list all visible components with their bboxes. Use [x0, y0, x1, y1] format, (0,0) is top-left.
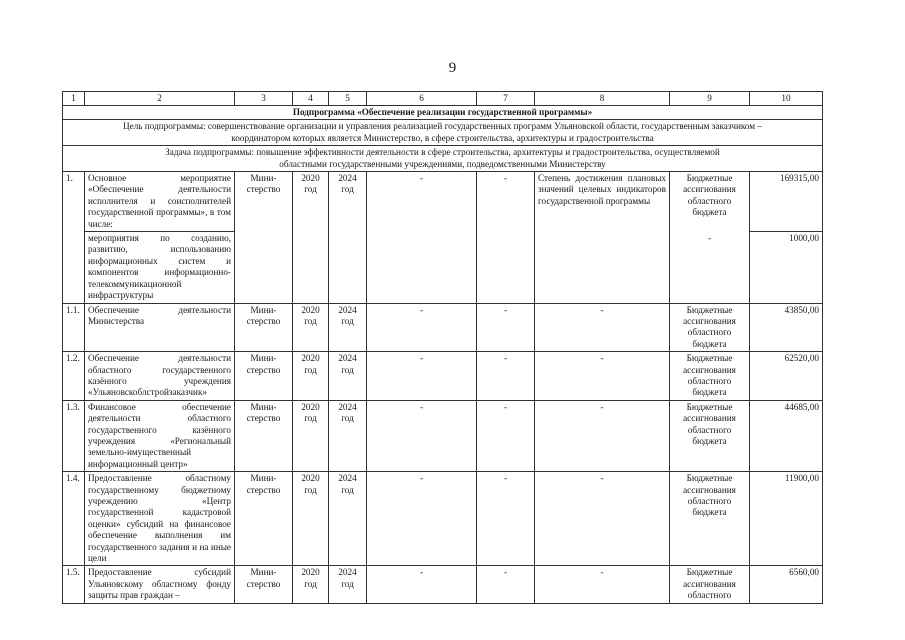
event-source: Бюджетные ассигнования областного бюджета	[670, 303, 750, 352]
column-number: 10	[750, 92, 823, 106]
event-end: 2024 год	[329, 352, 367, 401]
goal-row	[63, 120, 823, 146]
event-executor: Мини-стерство	[235, 566, 293, 603]
event-name: Предоставление субсидий Ульяновскому областному фонду защиты прав граждан –	[85, 566, 235, 603]
column-number: 5	[329, 92, 367, 106]
column-number: 6	[367, 92, 477, 106]
column-number: 1	[63, 92, 85, 106]
column-number-row	[63, 92, 823, 106]
event-col6: -	[367, 566, 477, 603]
event-sub-amount: 1000,00	[750, 232, 823, 303]
event-start: 2020 год	[293, 352, 329, 401]
event-executor: Мини-стерство	[235, 352, 293, 401]
table-row	[63, 400, 823, 471]
event-indicator: Степень достижения плановых значений целевых индикаторов государственной программы	[535, 172, 670, 303]
subprogram-table	[62, 91, 823, 604]
event-name: Предоставление областному государственному бюджетному учреждению «Центр государственной кадастровой оценки» субсидий на финансовое обеспечение выполнения им государственного задания и на иные цели	[85, 472, 235, 566]
event-executor: Мини-стерство	[235, 472, 293, 566]
event-end: 2024 год	[329, 566, 367, 603]
row-number: 1.1.	[63, 303, 85, 352]
event-amount: 169315,00	[750, 172, 823, 232]
row-number: 1.2.	[63, 352, 85, 401]
column-number: 8	[535, 92, 670, 106]
event-col7: -	[477, 472, 535, 566]
event-indicator: -	[535, 352, 670, 401]
event-name: Обеспечение деятельности Министерства	[85, 303, 235, 352]
event-col6: -	[367, 172, 477, 303]
event-indicator: -	[535, 472, 670, 566]
event-sub-source: -	[670, 232, 750, 303]
event-col6: -	[367, 352, 477, 401]
event-amount: 43850,00	[750, 303, 823, 352]
event-indicator: -	[535, 400, 670, 471]
event-name: Обеспечение деятельности областного государственного казённого учреждения «Ульяновскоблстройзаказчик»	[85, 352, 235, 401]
row-number: 1.	[63, 172, 85, 303]
event-start: 2020 год	[293, 400, 329, 471]
event-executor: Мини-стерство	[235, 303, 293, 352]
event-source: Бюджетные ассигнования областного бюджета	[670, 172, 750, 232]
column-number: 9	[670, 92, 750, 106]
event-indicator: -	[535, 566, 670, 603]
event-executor: Мини-стерство	[235, 400, 293, 471]
event-source: Бюджетные ассигнования областного	[670, 566, 750, 603]
event-amount: 62520,00	[750, 352, 823, 401]
event-col7: -	[477, 400, 535, 471]
event-indicator: -	[535, 303, 670, 352]
table-row	[63, 172, 823, 232]
row-number: 1.3.	[63, 400, 85, 471]
subprogram-title-row	[63, 106, 823, 120]
event-col7: -	[477, 566, 535, 603]
event-col7: -	[477, 172, 535, 303]
column-number: 4	[293, 92, 329, 106]
table-row	[63, 472, 823, 566]
event-amount: 11900,00	[750, 472, 823, 566]
event-start: 2020 год	[293, 172, 329, 303]
event-sub-name: мероприятия по созданию, развитию, использованию информационных систем и компонентов информационно-телекоммуникационной инфраструктуры	[85, 232, 235, 303]
task-row	[63, 146, 823, 172]
table-row	[63, 566, 823, 603]
row-number: 1.5.	[63, 566, 85, 603]
event-source: Бюджетные ассигнования областного бюджета	[670, 352, 750, 401]
event-col6: -	[367, 400, 477, 471]
column-number: 2	[85, 92, 235, 106]
table-row	[63, 352, 823, 401]
event-col7: -	[477, 303, 535, 352]
event-start: 2020 год	[293, 303, 329, 352]
column-number: 7	[477, 92, 535, 106]
event-amount: 6560,00	[750, 566, 823, 603]
subprogram-title: Подпрограмма «Обеспечение реализации государственной программы»	[63, 106, 823, 120]
event-end: 2024 год	[329, 303, 367, 352]
event-col6: -	[367, 303, 477, 352]
row-number: 1.4.	[63, 472, 85, 566]
page-number: 9	[448, 60, 457, 76]
event-end: 2024 год	[329, 472, 367, 566]
event-name: Финансовое обеспечение деятельности областного государственного казённого учреждения «Региональный земельно-имущественный информационный центр»	[85, 400, 235, 471]
event-col6: -	[367, 472, 477, 566]
event-source: Бюджетные ассигнования областного бюджета	[670, 472, 750, 566]
event-end: 2024 год	[329, 172, 367, 303]
subprogram-task: Задача подпрограммы: повышение эффективности деятельности в сфере строительства, архитектуры и градостроительства, осуществляемой областными государственными учреждениями, подведомственными Министерству	[63, 146, 823, 172]
event-end: 2024 год	[329, 400, 367, 471]
table-row	[63, 303, 823, 352]
subprogram-goal: Цель подпрограммы: совершенствование организации и управления реализацией государственных программ Ульяновской области, государственным заказчиком – координатором которых является Министерство, в сфере строительства, архитектуры и градостроительства	[63, 120, 823, 146]
event-amount: 44685,00	[750, 400, 823, 471]
column-number: 3	[235, 92, 293, 106]
event-col7: -	[477, 352, 535, 401]
event-name: Основное мероприятие «Обеспечение деятельности исполнителя и соисполнителей государственной программы», в том числе:	[85, 172, 235, 232]
event-executor: Мини-стерство	[235, 172, 293, 303]
event-start: 2020 год	[293, 566, 329, 603]
event-start: 2020 год	[293, 472, 329, 566]
page-bottom-edge	[0, 628, 905, 640]
event-source: Бюджетные ассигнования областного бюджета	[670, 400, 750, 471]
